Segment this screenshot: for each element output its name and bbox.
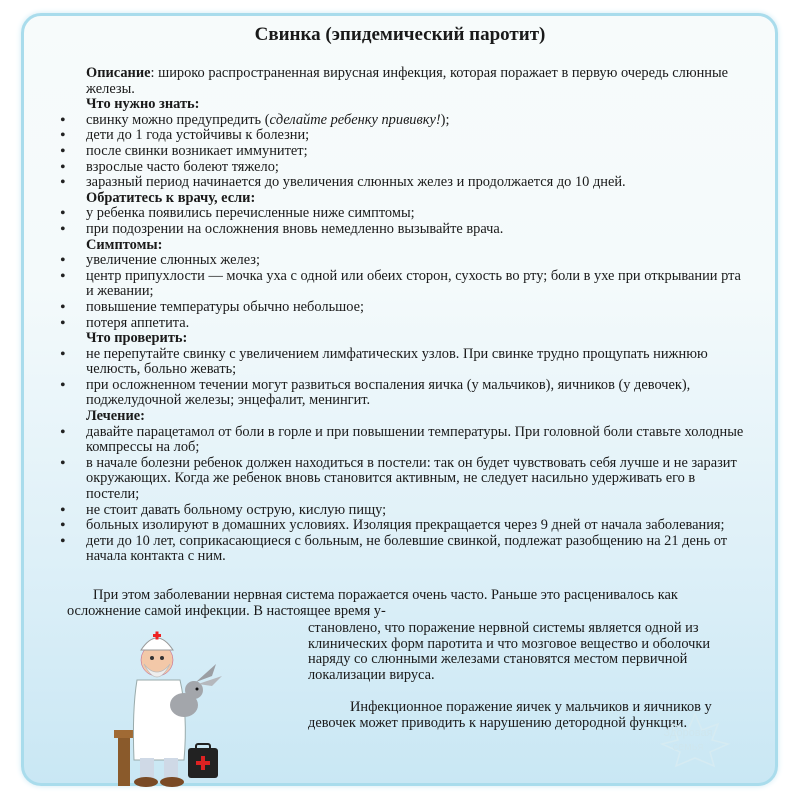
list-item: • у ребенка появились перечисленные ниже симптомы; — [86, 206, 750, 222]
content-body — [86, 66, 750, 565]
list-item: • в начале болезни ребенок должен находиться в постели: так он будет чувствовать себя лучше и не заразит окружающих. Когда же ребенок вновь становится активным, не следует насильно удерживать его в постели; — [86, 456, 750, 503]
nervous-system-paragraph-intro: При этом заболевании нервная система поражается очень часто. Раньше это расценивалось как осложнение самой инфекции. В настоящее время у- — [67, 587, 678, 619]
infection-paragraph: Инфекционное поражение яичек у мальчиков и яичников у девочек может приводить к нарушению детородной функции. — [308, 699, 712, 731]
symptoms-list — [86, 253, 750, 331]
treatment-list — [86, 425, 750, 565]
watermark-line-2: семья — [672, 741, 704, 753]
description-label: Описание — [86, 65, 151, 81]
section-heading-check: Что проверить: — [86, 330, 188, 347]
page-title: Свинка (эпидемический паротит) — [254, 24, 546, 45]
nervous-system-paragraph-cont: становлено, что поражение нервной системы является одной из клинических форм паротита и что мозговое вещество и оболочки наряду со слюнными железами становятся местом первичной локализации вируса. — [308, 620, 711, 683]
list-item: • заразный период начинается до увеличения слюнных желез и продолжается до 10 дней. — [86, 175, 750, 191]
list-item: • после свинки возникает иммунитет; — [86, 144, 750, 160]
section-heading-symptoms: Симптомы: — [86, 236, 163, 253]
description-text: : широко распространенная вирусная инфекция, которая поражает в первую очередь слюнные железы. — [86, 65, 729, 97]
vaccination-advice: сделайте ребенку прививку! — [269, 111, 441, 128]
list-item-text: ); — [440, 111, 450, 128]
know-list — [86, 113, 750, 191]
list-item: • повышение температуры обычно небольшое; — [86, 300, 750, 316]
doctor-list — [86, 206, 750, 237]
list-item-text: свинку можно предупредить ( — [86, 111, 270, 128]
description-paragraph — [86, 66, 750, 97]
section-heading-know: Что нужно знать: — [86, 96, 200, 113]
list-item: • взрослые часто болеют тяжело; — [86, 160, 750, 176]
list-item: • при подозрении на осложнения вновь немедленно вызывайте врача. — [86, 222, 750, 238]
doctor-with-rabbit-illustration — [112, 620, 232, 790]
watermark-line-1: Здоровая — [663, 727, 713, 739]
section-heading-treatment: Лечение: — [86, 408, 145, 425]
list-item: • центр припухлости — мочка уха с одной или обеих сторон, сухость во рту; боли в ухе при открывании рта и жевании; — [86, 269, 750, 300]
list-item: • при осложненном течении могут развиться воспаления яичка (у мальчиков), яичников (у девочек), поджелудочной железы; энцефалит, менингит. — [86, 378, 750, 409]
list-item — [86, 113, 750, 129]
list-item: • увеличение слюнных желез; — [86, 253, 750, 269]
list-item: • потеря аппетита. — [86, 316, 750, 332]
list-item: • не стоит давать больному острую, кислую пищу; — [86, 503, 750, 519]
list-item: • больных изолируют в домашних условиях. Изоляция прекращается через 9 дней от начала заболевания; — [86, 518, 750, 534]
list-item: • дети до 10 лет, соприкасающиеся с больным, не болевшие свинкой, подлежат разобщению на 21 день от начала контакта с ним. — [86, 534, 750, 565]
list-item: • давайте парацетамол от боли в горле и при повышении температуры. При головной боли ставьте холодные компрессы на лоб; — [86, 425, 750, 456]
check-list — [86, 347, 750, 409]
watermark — [648, 726, 728, 754]
section-heading-doctor: Обратитесь к врачу, если: — [86, 189, 256, 206]
list-item: • дети до 1 года устойчивы к болезни; — [86, 128, 750, 144]
list-item: • не перепутайте свинку с увеличением лимфатических узлов. При свинке трудно прощупать нижнюю челюсть, больно жевать; — [86, 347, 750, 378]
